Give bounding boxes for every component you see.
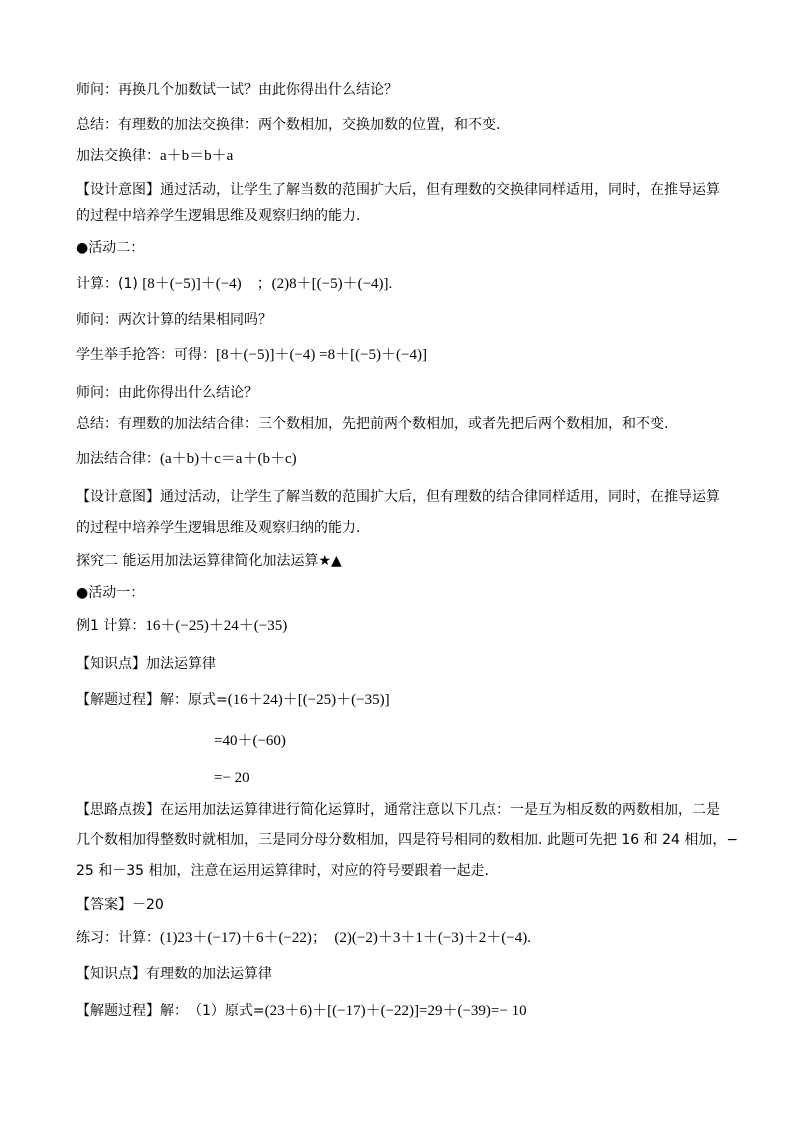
- compute-label: 计算：(1): [76, 276, 143, 292]
- practice-label: 练习：计算：: [76, 930, 160, 946]
- student-answer: [76, 345, 427, 365]
- solution-practice: [76, 1001, 527, 1021]
- commutative-law: [76, 146, 233, 166]
- associative-law: [76, 449, 297, 469]
- hint-line-1: 【思路点拨】在运用加法运算律进行简化运算时，通常注意以下几点：一是互为相反数的两数相加，二是: [76, 802, 720, 818]
- teacher-question-2: 师问：两次计算的结果相同吗？: [76, 312, 272, 328]
- compute-line: [76, 274, 392, 294]
- practice-line: [76, 928, 531, 948]
- hint-line-2: 几个数相加得整数时就相加，三是同分母分数相加，四是符号相同的数相加. 此题可先把 16 和 24 相加，−: [76, 832, 739, 848]
- solution-practice-label: 【解题过程】解： （1）原式=: [76, 1003, 265, 1019]
- student-answer-formula: [8＋(−5)]＋(−4) =8＋[(−5)＋(−4)]: [216, 347, 427, 363]
- exploration-two-heading: 探究二 能运用加法运算律简化加法运算★▲: [76, 553, 342, 569]
- design-intent-2a: 【设计意图】通过活动，让学生了解当数的范围扩大后，但有理数的结合律同样适用，同时，在推导运算: [76, 489, 720, 505]
- solution-line-1: [76, 690, 390, 710]
- solution-line-2: =40＋(−60): [214, 733, 286, 749]
- associative-formula: (a＋b)＋c＝a＋(b＋c): [160, 451, 297, 467]
- design-intent-1b: 的过程中培养学生逻辑思维及观察归纳的能力.: [76, 208, 361, 224]
- example-1-formula: 16＋(−25)＋24＋(−35): [145, 618, 288, 634]
- knowledge-point-1: 【知识点】加法运算律: [76, 656, 216, 672]
- practice-formula: (1)23＋(−17)＋6＋(−22)； (2)(−2)＋3＋1＋(−3)＋2＋(−4).: [160, 930, 531, 946]
- example-1: [76, 616, 287, 636]
- commutative-formula: a＋b＝b＋a: [160, 148, 234, 164]
- summary-associative: 总结：有理数的加法结合律：三个数相加，先把前两个数相加，或者先把后两个数相加，和不变.: [76, 416, 669, 432]
- associative-label: 加法结合律：: [76, 451, 160, 467]
- design-intent-1a: 【设计意图】通过活动，让学生了解当数的范围扩大后，但有理数的交换律同样适用，同时，在推导运算: [76, 182, 720, 198]
- knowledge-point-2: 【知识点】有理数的加法运算律: [76, 966, 272, 982]
- answer-1: 【答案】－20: [76, 897, 164, 913]
- example-1-label: 例1 计算：: [76, 618, 146, 634]
- design-intent-2b: 的过程中培养学生逻辑思维及观察归纳的能力.: [76, 520, 361, 536]
- solution-practice-formula: (23＋6)＋[(−17)＋(−22)]=29＋(−39)=− 10: [264, 1003, 527, 1019]
- student-answer-label: 学生举手抢答：可得：: [76, 347, 216, 363]
- solution-line-3: =− 20: [214, 770, 250, 786]
- activity-two-heading: ●活动二：: [76, 240, 145, 256]
- compute-formula: [8＋(−5)]＋(−4) ；(2)8＋[(−5)＋(−4)].: [142, 276, 393, 292]
- solution-formula: (16＋24)＋[(−25)＋(−35)]: [227, 692, 390, 708]
- summary-commutative: 总结：有理数的加法交换律：两个数相加，交换加数的位置，和不变.: [76, 117, 501, 133]
- teacher-question-3: 师问：由此你得出什么结论？: [76, 385, 258, 401]
- solution-label: 【解题过程】解：原式=: [76, 692, 228, 708]
- teacher-question-1: 师问：再换几个加数试一试？由此你得出什么结论？: [76, 82, 398, 98]
- commutative-label: 加法交换律：: [76, 148, 160, 164]
- hint-line-3: 25 和－35 相加，注意在运用运算律时，对应的符号要跟着一起走.: [76, 863, 489, 879]
- activity-one-heading: ●活动一：: [76, 585, 145, 601]
